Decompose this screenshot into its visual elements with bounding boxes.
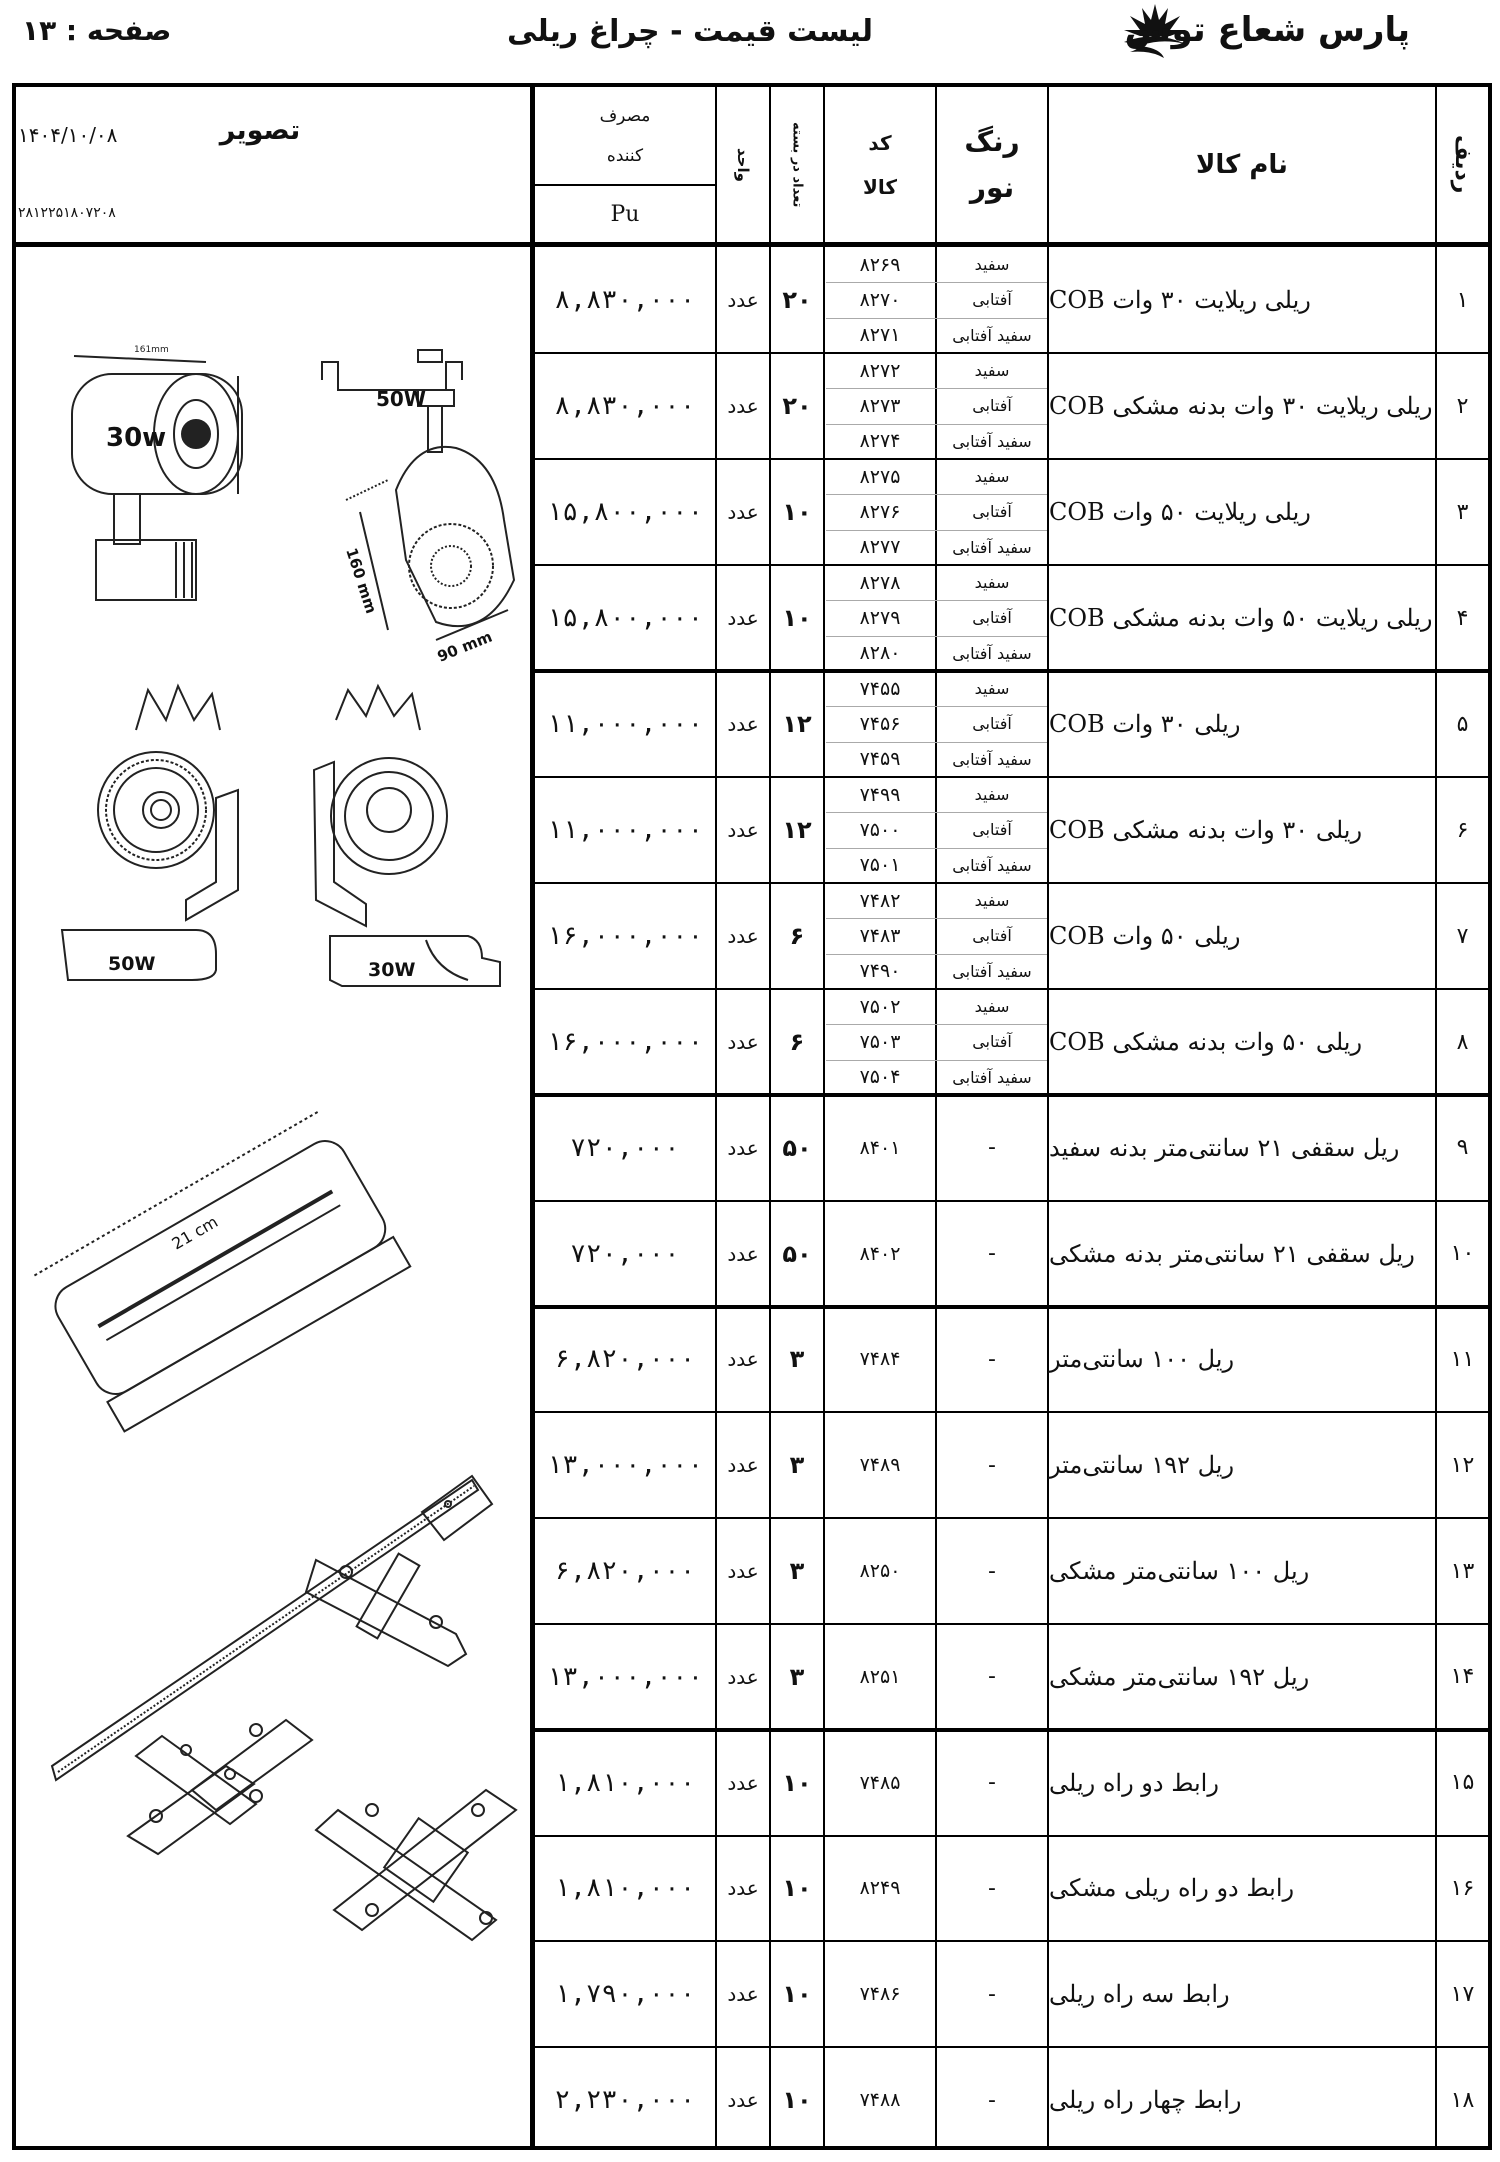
product-code: ۸۲۷۰ [859, 288, 901, 311]
spotlight-50w-front-label: 50W [108, 953, 156, 975]
pack-qty: ۱۰ [782, 2086, 812, 2115]
consumer-price: ۱۵,۸۰۰,۰۰۰ [546, 497, 704, 527]
light-color: سفید [974, 467, 1010, 487]
pack-qty: ۳ [789, 1451, 805, 1480]
spotlight-50w-label: 50W [376, 387, 426, 411]
header-consumer-line2: کننده [606, 146, 644, 166]
product-code: ۷۴۸۳ [859, 924, 901, 947]
product-code: ۸۲۷۶ [859, 500, 901, 523]
header-row-index [1437, 87, 1488, 242]
light-color: سفید آفتابی [952, 855, 1032, 875]
product-code: ۸۲۵۱ [859, 1665, 901, 1688]
unit: عدد [727, 1453, 759, 1478]
product-code: ۸۲۴۹ [859, 1877, 901, 1900]
product-code: ۸۲۷۳ [859, 394, 901, 417]
consumer-price: ۱۳,۰۰۰,۰۰۰ [546, 1661, 704, 1692]
unit: عدد [727, 1770, 759, 1795]
consumer-price: ۸,۸۳۰,۰۰۰ [554, 285, 696, 315]
unit: عدد [727, 1241, 759, 1266]
light-color: سفید آفتابی [952, 749, 1032, 769]
unit: عدد [727, 818, 759, 842]
unit: عدد [727, 1347, 759, 1372]
unit: عدد [727, 1982, 759, 2007]
unit: عدد [727, 1559, 759, 1584]
brand-name: پارس شعاع توس [1124, 10, 1410, 50]
row-index: ۷ [1456, 923, 1469, 949]
product-name: ریل ۱۹۲ سانتی‌متر مشکی [1049, 1662, 1310, 1691]
row-index: ۱۸ [1450, 2087, 1475, 2113]
pack-qty: ۳ [789, 1345, 805, 1374]
header-consumer-line1: مصرف [599, 106, 651, 126]
header-product-name-label: نام کالا [1196, 149, 1288, 180]
brand-logo [1120, 2, 1410, 64]
light-color: سفید آفتابی [952, 325, 1032, 345]
product-name: رابط سه راه ریلی [1049, 1980, 1230, 2009]
light-color: سفید [974, 255, 1010, 275]
light-color: - [988, 1875, 996, 1901]
product-code: ۷۴۹۹ [859, 783, 901, 806]
row-index: ۱۰ [1450, 1241, 1475, 1267]
header-light-color [937, 87, 1047, 242]
consumer-price: ۱,۷۹۰,۰۰۰ [554, 1979, 696, 2010]
row-index: ۱۶ [1450, 1875, 1475, 1901]
spotlight-50w-dim-h: 160 mm [342, 545, 381, 616]
product-code: ۸۲۸۰ [859, 642, 901, 665]
header-consumer-price [535, 87, 715, 185]
product-code: ۷۴۸۴ [859, 1348, 901, 1371]
light-color: - [988, 1664, 996, 1690]
light-color: - [988, 1135, 996, 1161]
product-code: ۷۵۰۱ [859, 854, 901, 877]
header-unit-label: واحد [734, 147, 752, 182]
ceiling-rail-dim: 21 cm [168, 1212, 222, 1254]
unit: عدد [727, 924, 759, 948]
header-pack-qty [771, 87, 823, 242]
product-code: ۷۴۸۹ [859, 1454, 901, 1477]
consumer-price: ۱,۸۱۰,۰۰۰ [554, 1873, 696, 1904]
product-name: رابط دو راه ریلی [1049, 1768, 1219, 1797]
product-code: ۷۴۹۰ [859, 960, 901, 983]
product-name: ریل سقفی ۲۱ سانتی‌متر بدنه سفید [1049, 1133, 1400, 1162]
pack-qty: ۱۲ [782, 710, 812, 738]
spotlight-30w-dim: 161mm [134, 345, 169, 355]
product-code: ۷۴۸۸ [859, 2089, 901, 2112]
x-connector-image [316, 1790, 516, 1940]
pack-qty: ۳ [789, 1662, 805, 1691]
pack-qty: ۱۰ [782, 1874, 812, 1903]
row-index: ۹ [1456, 1135, 1469, 1161]
light-color: سفید آفتابی [952, 1067, 1032, 1087]
pack-qty: ۵۰ [782, 1239, 812, 1268]
header-pack-qty-label: تعداد در بسته [789, 121, 805, 208]
consumer-price: ۷۲۰,۰۰۰ [570, 1238, 680, 1269]
pack-qty: ۱۲ [782, 816, 812, 844]
product-code: ۷۴۸۲ [859, 889, 901, 912]
row-index: ۱۲ [1450, 1452, 1475, 1478]
light-color: آفتابی [972, 290, 1012, 310]
product-name: ریلی ریلایت ۳۰ وات بدنه مشکی COB [1049, 392, 1433, 420]
consumer-price: ۶,۸۲۰,۰۰۰ [554, 1344, 696, 1375]
unit: عدد [727, 500, 759, 524]
serial-label: ۲۸۱۲۲۵۱۸۰۷۲۰۸ [18, 205, 116, 221]
row-index: ۳ [1456, 499, 1469, 525]
header-product-name [1049, 87, 1435, 242]
light-color: سفید آفتابی [952, 961, 1032, 981]
light-color: - [988, 1981, 996, 2007]
header-row-index-label: ردیف [1450, 135, 1475, 194]
product-name: ریل ۱۰۰ سانتی‌متر [1049, 1345, 1235, 1374]
product-code: ۸۴۰۲ [859, 1242, 901, 1265]
light-color: سفید [974, 573, 1010, 593]
product-code: ۸۲۷۷ [859, 536, 901, 559]
track-rail-image [52, 1476, 492, 1780]
header-date [18, 120, 168, 150]
header-code-line1: کد [868, 130, 892, 155]
light-color: - [988, 1452, 996, 1478]
light-color: آفتابی [972, 820, 1012, 840]
product-name: رابط چهار راه ریلی [1049, 2086, 1242, 2115]
unit: عدد [727, 1030, 759, 1054]
light-color: سفید [974, 997, 1010, 1017]
light-color: - [988, 1241, 996, 1267]
spotlight-30w-label: 30w [106, 423, 167, 453]
row-index: ۱۱ [1450, 1346, 1475, 1372]
t-connector-image [128, 1720, 312, 1854]
straight-connector-image [306, 1554, 466, 1666]
product-code: ۷۵۰۲ [859, 995, 901, 1018]
light-color: آفتابی [972, 714, 1012, 734]
header-unit [717, 87, 769, 242]
pack-qty: ۳ [789, 1557, 805, 1586]
row-index: ۱۷ [1450, 1981, 1475, 2007]
product-name: ریلی ۵۰ وات COB [1049, 922, 1241, 950]
unit: عدد [727, 394, 759, 418]
unit: عدد [727, 288, 759, 312]
row-index: ۴ [1456, 605, 1469, 631]
product-name: ریل سقفی ۲۱ سانتی‌متر بدنه مشکی [1049, 1239, 1415, 1268]
light-color: آفتابی [972, 1032, 1012, 1052]
product-name: ریلی ۳۰ وات COB [1049, 710, 1241, 738]
pack-qty: ۶ [789, 1028, 805, 1056]
light-color: سفید [974, 361, 1010, 381]
product-code: ۸۲۵۰ [859, 1560, 901, 1583]
header-product-code [825, 87, 935, 242]
product-code: ۷۵۰۴ [859, 1066, 901, 1089]
light-color: سفید آفتابی [952, 431, 1032, 451]
product-code: ۸۲۷۱ [859, 324, 901, 347]
page-number: صفحه : ۱۳ [22, 14, 172, 47]
product-images [16, 250, 528, 2146]
row-index: ۶ [1456, 817, 1469, 843]
light-color: - [988, 1770, 996, 1796]
header-image-label: تصویر [219, 114, 301, 146]
row-index: ۱۵ [1450, 1770, 1475, 1796]
header-image [200, 110, 320, 150]
consumer-price: ۱۶,۰۰۰,۰۰۰ [546, 1027, 704, 1057]
light-color: سفید [974, 679, 1010, 699]
product-code: ۸۲۷۴ [859, 430, 901, 453]
row-index: ۱۳ [1450, 1558, 1475, 1584]
row-index: ۱ [1456, 287, 1469, 313]
header-serial [18, 198, 218, 228]
pack-qty: ۲۰ [782, 286, 812, 314]
unit: عدد [727, 2088, 759, 2113]
consumer-price: ۱۵,۸۰۰,۰۰۰ [546, 603, 704, 633]
consumer-price: ۲,۲۳۰,۰۰۰ [554, 2085, 696, 2116]
spotlight-50w-dim-w: 90 mm [434, 627, 495, 666]
product-code: ۸۲۷۹ [859, 606, 901, 629]
product-code: ۸۲۷۸ [859, 571, 901, 594]
product-name: رابط دو راه ریلی مشکی [1049, 1874, 1295, 1903]
row-index: ۲ [1456, 393, 1469, 419]
product-code: ۷۴۵۵ [859, 677, 901, 700]
header-code-line2: کالا [862, 174, 898, 199]
light-color: - [988, 1346, 996, 1372]
product-code: ۸۲۷۵ [859, 465, 901, 488]
product-code: ۷۵۰۳ [859, 1030, 901, 1053]
light-color: آفتابی [972, 608, 1012, 628]
product-code: ۷۴۸۶ [859, 1983, 901, 2006]
date-label: ۱۴۰۴/۱۰/۰۸ [18, 123, 118, 147]
pack-qty: ۱۰ [782, 604, 812, 632]
light-color: آفتابی [972, 396, 1012, 416]
product-name: ریلی ریلایت ۳۰ وات COB [1049, 286, 1311, 314]
product-code: ۷۵۰۰ [859, 818, 901, 841]
consumer-price: ۷۲۰,۰۰۰ [570, 1132, 680, 1163]
unit: عدد [727, 1876, 759, 1901]
light-color: سفید [974, 785, 1010, 805]
spotlight-30w-front-label: 30W [368, 959, 416, 981]
row-index: ۸ [1456, 1029, 1469, 1055]
light-color: سفید [974, 891, 1010, 911]
consumer-price: ۱۳,۰۰۰,۰۰۰ [546, 1450, 704, 1481]
header-light-color-line2: نور [969, 170, 1015, 204]
row-index: ۱۴ [1450, 1664, 1475, 1690]
consumer-price: ۱۶,۰۰۰,۰۰۰ [546, 921, 704, 951]
pack-qty: ۱۰ [782, 1768, 812, 1797]
product-code: ۸۲۶۹ [859, 253, 901, 276]
product-code: ۷۴۸۵ [859, 1771, 901, 1794]
pack-qty: ۱۰ [782, 1980, 812, 2009]
spotlight-30w-front-image [314, 686, 500, 986]
unit: عدد [727, 1664, 759, 1689]
unit: عدد [727, 712, 759, 736]
product-name: ریلی ۳۰ وات بدنه مشکی COB [1049, 816, 1363, 844]
pack-qty: ۲۰ [782, 392, 812, 420]
consumer-price: ۱۱,۰۰۰,۰۰۰ [546, 815, 704, 845]
product-name: ریلی ریلایت ۵۰ وات COB [1049, 498, 1311, 526]
product-name: ریل ۱۹۲ سانتی‌متر [1049, 1451, 1235, 1480]
product-code: ۸۴۰۱ [859, 1136, 901, 1159]
header-consumer-sub [535, 186, 715, 242]
product-code: ۸۲۷۲ [859, 359, 901, 382]
consumer-price: ۶,۸۲۰,۰۰۰ [554, 1556, 696, 1587]
unit: عدد [727, 606, 759, 630]
row-index: ۵ [1456, 711, 1469, 737]
consumer-price: ۱۱,۰۰۰,۰۰۰ [546, 709, 704, 739]
header-pu-label: Pu [610, 201, 640, 227]
product-code: ۷۴۵۹ [859, 748, 901, 771]
unit: عدد [727, 1135, 759, 1160]
light-color: آفتابی [972, 926, 1012, 946]
pack-qty: ۵۰ [782, 1133, 812, 1162]
ceiling-rail-image [34, 1111, 410, 1432]
light-color: - [988, 2087, 996, 2113]
light-color: آفتابی [972, 502, 1012, 522]
light-color: - [988, 1558, 996, 1584]
light-color: سفید آفتابی [952, 537, 1032, 557]
header-light-color-line1: رنگ [964, 124, 1020, 158]
spotlight-50w-front-image [62, 686, 238, 980]
light-color: سفید آفتابی [952, 643, 1032, 663]
product-name: ریل ۱۰۰ سانتی‌متر مشکی [1049, 1557, 1310, 1586]
product-name: ریلی ریلایت ۵۰ وات بدنه مشکی COB [1049, 604, 1433, 632]
product-name: ریلی ۵۰ وات بدنه مشکی COB [1049, 1028, 1363, 1056]
product-code: ۷۴۵۶ [859, 712, 901, 735]
consumer-price: ۸,۸۳۰,۰۰۰ [554, 391, 696, 421]
spotlight-30w-side-image [72, 356, 242, 600]
consumer-price: ۱,۸۱۰,۰۰۰ [554, 1767, 696, 1798]
pack-qty: ۶ [789, 922, 805, 950]
pack-qty: ۱۰ [782, 498, 812, 526]
page-title-text: لیست قیمت - چراغ ریلی [507, 14, 873, 49]
